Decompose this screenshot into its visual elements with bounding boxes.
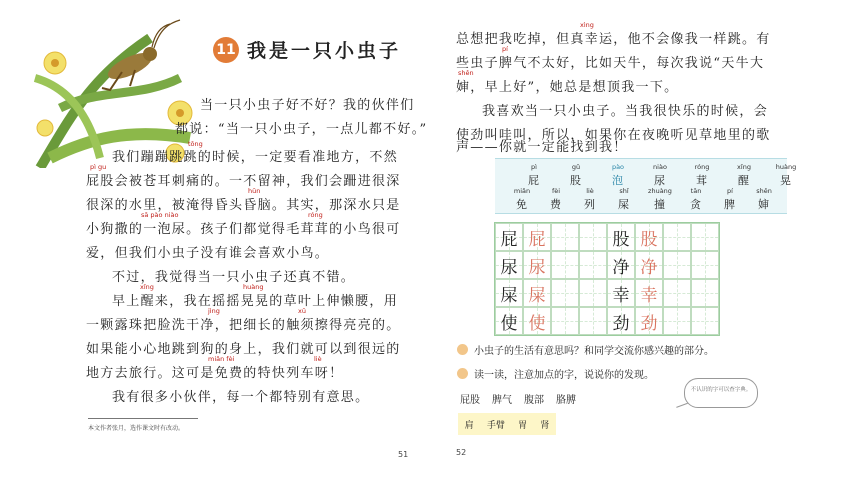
text-line: 使劲叫哇叫，所以，如果你在夜晚听见草地里的歌	[456, 128, 771, 143]
grid-cell-empty	[579, 251, 607, 279]
vocab-item: huàng 晃	[775, 163, 797, 187]
vocab-item: zhuàng 撞	[648, 187, 672, 211]
text-line: 一颗露珠把脸洗干净，把细长的触须擦得亮亮的。	[86, 318, 401, 333]
text-line: 声——你就一定能找到我！	[456, 140, 628, 155]
vocab-item-highlighted: pào 泡	[611, 163, 625, 187]
grid-cell-empty	[579, 223, 607, 251]
page-number: 51	[398, 450, 409, 459]
grid-cell: 屁	[523, 223, 551, 251]
grid-cell-empty	[691, 279, 719, 307]
vocab-item: pì 屁	[528, 163, 540, 187]
vocab-item: róng 茸	[694, 163, 710, 187]
text-line: 总想把我吃掉，但真幸运，他不会像我一样跳。有	[456, 32, 771, 47]
vocab-item: gǔ 股	[570, 163, 582, 187]
text-line: 当一只小虫子好不好？我的伙伴们	[200, 98, 415, 113]
grid-cell-empty	[579, 279, 607, 307]
pinyin-annotation: hūn	[248, 187, 261, 195]
footnote-divider	[88, 418, 198, 419]
grid-cell: 劲	[635, 307, 663, 335]
page-number: 52	[456, 448, 467, 457]
text-line: 我有很多小伙伴，每一个都特别有意思。	[112, 390, 370, 405]
exercise-1-text: 小虫子的生活有意思吗？和同学交流你感兴趣的部分。	[474, 346, 714, 357]
vocab-item: niào 尿	[653, 163, 667, 187]
text-line: 我们蹦蹦跳跳的时候，一定要看准地方，不然	[112, 150, 399, 165]
grid-cell-empty	[579, 307, 607, 335]
text-line: 屁股会被苍耳刺痛的。一不留神，我们会跚进很深	[86, 174, 401, 189]
grid-cell: 尿	[523, 251, 551, 279]
pinyin-annotation: miǎn fèi	[208, 355, 235, 363]
vocab-item: pí 脾	[724, 187, 736, 211]
grid-cell-empty	[551, 251, 579, 279]
vocab-item: shěn 婶	[756, 187, 772, 211]
grid-cell-empty	[551, 223, 579, 251]
exercise-2-text: 读一读，注意加点的字，说说你的发现。	[474, 370, 654, 381]
text-line: 小狗撒的一泡尿。孩子们都觉得毛茸茸的小鸟很可	[86, 222, 401, 237]
vocab-row-1	[513, 163, 807, 188]
vocab-item: tān 贪	[690, 187, 702, 211]
grid-cell-empty	[663, 307, 691, 335]
vocab-item: miǎn 免	[513, 187, 531, 211]
word-item: 屁股	[460, 395, 480, 406]
text-line: 我喜欢当一只小虫子。当我很快乐的时候，会	[482, 104, 769, 119]
grid-cell: 劲	[607, 307, 635, 335]
pinyin-annotation: xìng	[580, 21, 594, 29]
exercise-words	[460, 391, 576, 406]
pinyin-annotation: róng	[308, 211, 323, 219]
pinyin-annotation: xǐng	[140, 283, 154, 291]
exercise-bullet-icon	[457, 368, 468, 379]
grid-cell: 幸	[635, 279, 663, 307]
grid-cell-empty	[551, 279, 579, 307]
grid-cell: 幸	[607, 279, 635, 307]
pinyin-annotation: sā pào niào	[141, 211, 179, 219]
radical-word: 胃	[518, 420, 528, 431]
text-line: 地方去旅行。这可是免费的特快列车呀！	[86, 366, 344, 381]
writing-grid	[494, 222, 720, 336]
lesson-title: 我是一只小虫子	[247, 40, 402, 62]
grid-cell-empty	[691, 307, 719, 335]
exercise-1	[457, 342, 714, 357]
radical-word: 手臂	[486, 420, 505, 431]
right-page	[430, 0, 860, 484]
grid-cell: 使	[495, 307, 523, 335]
text-line: 婶，早上好”，她总是想顶我一下。	[456, 80, 679, 95]
grid-cell: 股	[635, 223, 663, 251]
grid-cell: 尿	[495, 251, 523, 279]
exercise-bullet-icon	[457, 344, 468, 355]
exercise-2	[457, 366, 654, 381]
word-item: 腹部	[524, 395, 544, 406]
word-item: 脾气	[492, 395, 512, 406]
grid-cell: 使	[523, 307, 551, 335]
grid-cell: 屎	[523, 279, 551, 307]
grid-cell-empty	[691, 251, 719, 279]
pinyin-annotation: pì gu	[90, 163, 107, 171]
radical-word: 肩	[464, 420, 474, 431]
vocab-item: shǐ 屎	[618, 187, 630, 211]
vocab-item: xǐng 醒	[737, 163, 751, 187]
lesson-heading	[213, 36, 401, 63]
vocab-item: liè 列	[584, 187, 596, 211]
text-line: 爱，但我们小虫子没有谁会喜欢小鸟。	[86, 246, 330, 261]
footnote: 本文作者张月，选作课文时有改动。	[88, 425, 185, 432]
vocab-row-2	[505, 187, 781, 212]
text-line: 很深的水里，被淹得昏头昏脑。其实，那深水只是	[86, 198, 401, 213]
grid-cell: 屁	[495, 223, 523, 251]
text-line: 不过，我觉得当一只小虫子还真不错。	[112, 270, 356, 285]
new-characters-box	[495, 158, 797, 214]
pinyin-annotation: xū	[298, 307, 306, 315]
grid-cell-empty	[663, 251, 691, 279]
vocab-item: fèi 费	[550, 187, 562, 211]
text-line: 些虫子脾气不太好，比如天牛，每次我说“天牛大	[456, 56, 765, 71]
text-line: 早上醒来，我在摇摇晃晃的草叶上伸懒腰，用	[112, 294, 399, 309]
grid-cell: 股	[607, 223, 635, 251]
pinyin-annotation: tōng	[188, 140, 203, 148]
grid-cell: 屎	[495, 279, 523, 307]
pinyin-annotation: pí	[502, 45, 508, 53]
grid-cell-empty	[663, 279, 691, 307]
text-line: 如果能小心地跳到狗的身上，我们就可以到很远的	[86, 342, 401, 357]
pinyin-annotation: jìng	[208, 307, 220, 315]
grid-cell: 净	[607, 251, 635, 279]
grid-cell-empty	[691, 223, 719, 251]
hint-speech-bubble: 不认识的字可以查字典。	[684, 378, 758, 408]
pinyin-annotation: shěn	[458, 69, 474, 77]
grid-cell: 净	[635, 251, 663, 279]
grid-cell-empty	[663, 223, 691, 251]
radical-word: 肾	[540, 420, 550, 431]
pinyin-annotation: huàng	[243, 283, 264, 291]
word-item: 胳膊	[556, 395, 576, 406]
text-line: 都说：“当一只小虫子，一点儿都不好。”	[175, 122, 428, 137]
radical-word-box	[458, 413, 556, 435]
pinyin-annotation: liè	[314, 355, 322, 363]
lesson-number-badge: 11	[213, 37, 239, 63]
grid-cell-empty	[551, 307, 579, 335]
